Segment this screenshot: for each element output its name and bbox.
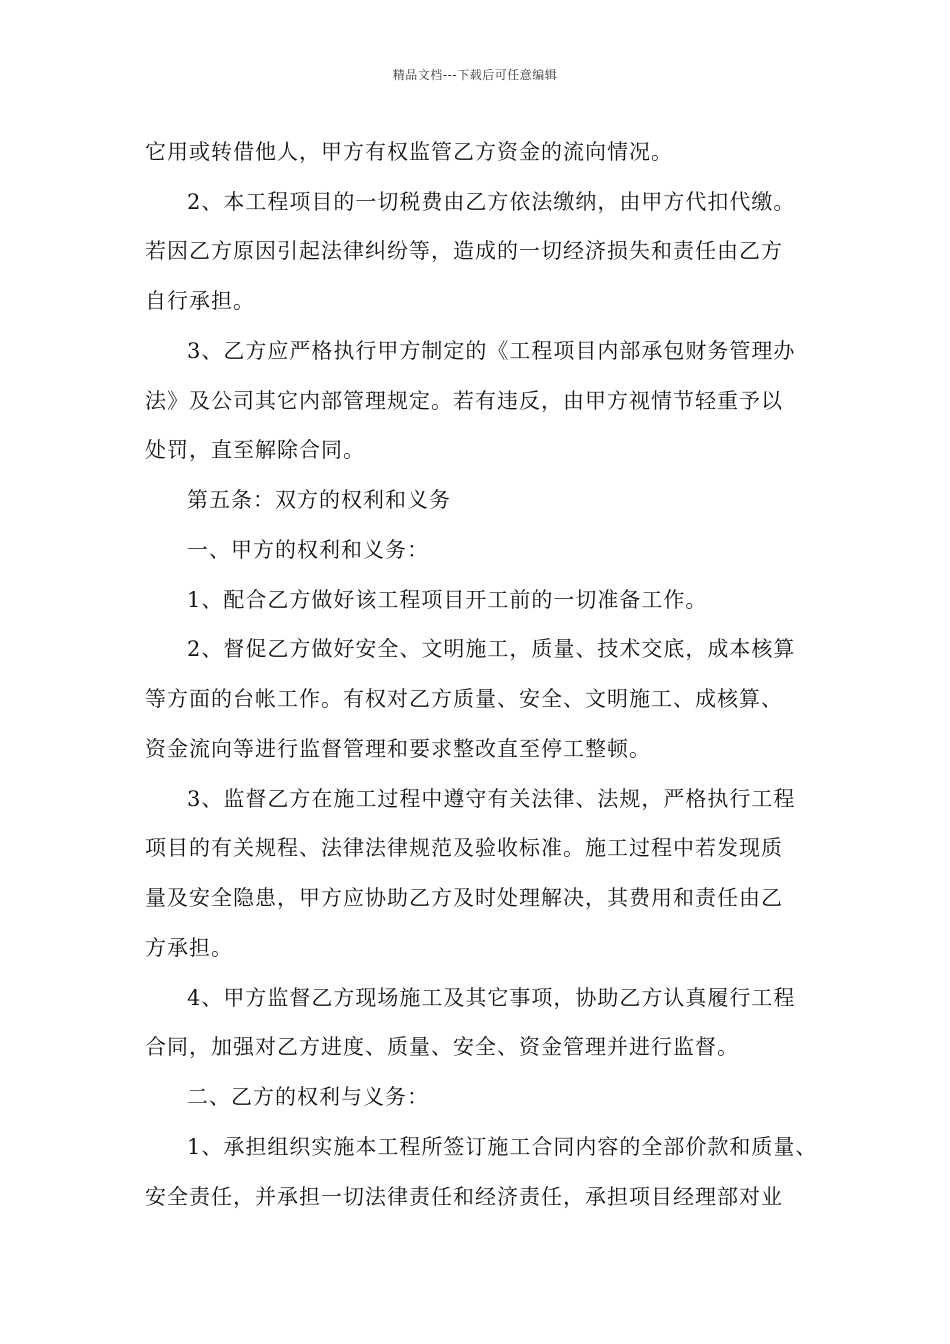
text-line: 合同，加强对乙方进度、质量、安全、资金管理并进行监督。 (145, 1035, 739, 1059)
text-line: 方承担。 (145, 936, 233, 960)
text-line: 2、本工程项目的一切税费由乙方依法缴纳，由甲方代扣代缴。 (187, 190, 796, 214)
text-line: 法》及公司其它内部管理规定。若有违反，由甲方视情节轻重予以 (145, 389, 783, 413)
text-line: 3、乙方应严格执行甲方制定的《工程项目内部承包财务管理办 (187, 339, 796, 363)
subsection-heading: 一、甲方的权利和义务： (187, 538, 429, 562)
text-line: 安全责任，并承担一切法律责任和经济责任，承担项目经理部对业 (145, 1185, 783, 1209)
text-line: 4、甲方监督乙方现场施工及其它事项，协助乙方认真履行工程 (187, 986, 796, 1010)
text-line: 1、承担组织实施本工程所签订施工合同内容的全部价款和质量、 (187, 1135, 818, 1159)
page-header: 精品文档---下载后可任意编辑 (392, 68, 558, 82)
text-line: 等方面的台帐工作。有权对乙方质量、安全、文明施工、成核算、 (145, 687, 783, 711)
text-line: 资金流向等进行监督管理和要求整改直至停工整顿。 (145, 737, 651, 761)
section-heading: 第五条：双方的权利和义务 (187, 488, 451, 512)
text-line: 2、督促乙方做好安全、文明施工，质量、技术交底，成本核算 (187, 637, 796, 661)
text-line: 若因乙方原因引起法律纠纷等，造成的一切经济损失和责任由乙方 (145, 239, 783, 263)
text-line: 它用或转借他人，甲方有权监管乙方资金的流向情况。 (145, 140, 673, 164)
text-line: 处罚，直至解除合同。 (145, 438, 365, 462)
text-line: 量及安全隐患，甲方应协助乙方及时处理解决，其费用和责任由乙 (145, 886, 783, 910)
text-line: 1、配合乙方做好该工程项目开工前的一切准备工作。 (187, 588, 708, 612)
text-line: 自行承担。 (145, 289, 255, 313)
text-line: 项目的有关规程、法律法律规范及验收标准。施工过程中若发现质 (145, 836, 783, 860)
text-line: 3、监督乙方在施工过程中遵守有关法律、法规，严格执行工程 (187, 787, 796, 811)
subsection-heading: 二、乙方的权利与义务： (187, 1085, 429, 1109)
